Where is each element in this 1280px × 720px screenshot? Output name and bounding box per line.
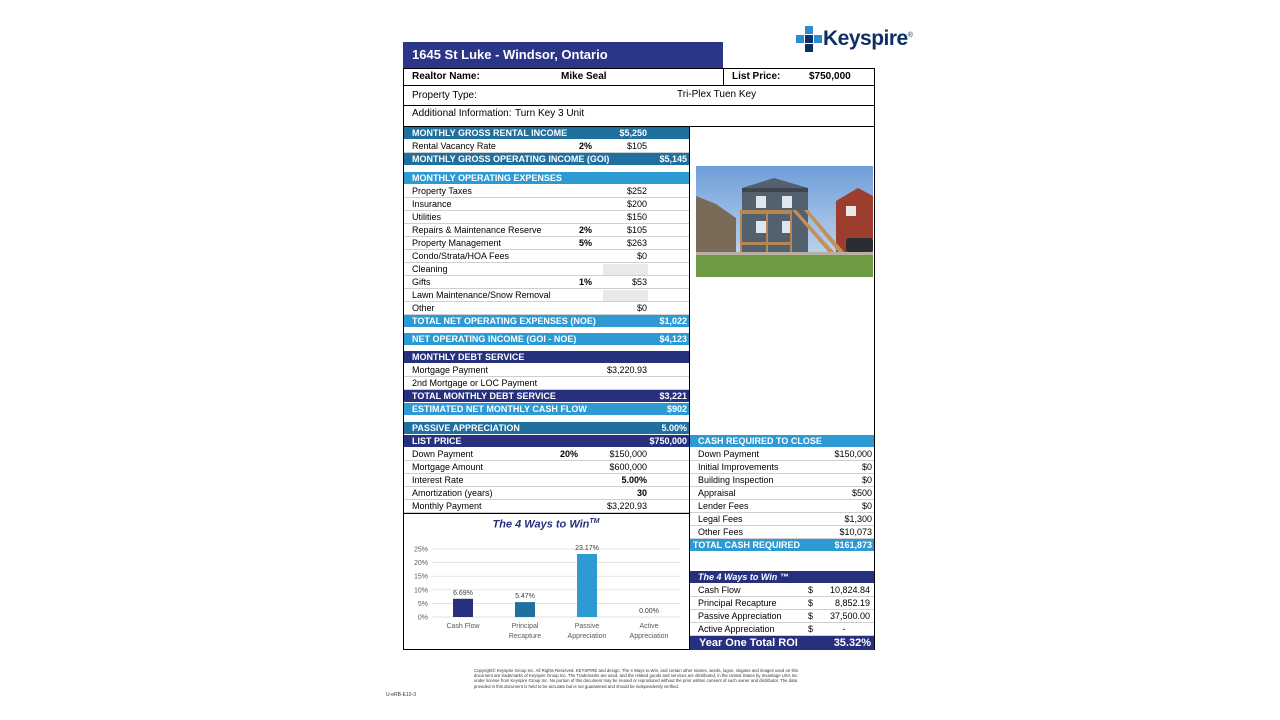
financing-label: Interest Rate [412, 475, 464, 485]
expense-label: Other [412, 303, 435, 313]
property-header-table [403, 68, 875, 127]
cash-required-row [690, 474, 874, 487]
expense-row [404, 211, 689, 224]
x-category-label: Recapture [508, 633, 542, 640]
financing-value: $3,220.93 [606, 501, 647, 511]
four-ways-value: 8,852.19 [834, 598, 870, 608]
x-category-label: Cash Flow [446, 623, 480, 630]
expense-row [404, 185, 689, 198]
expense-pct: 2% [578, 225, 592, 235]
four-ways-label: Active Appreciation [698, 624, 775, 634]
expenses-header-label: MONTHLY OPERATING EXPENSES [412, 173, 562, 183]
cash-required-row [690, 487, 874, 500]
goi-value: $5,145 [659, 154, 687, 164]
gross-rental-income-bar [404, 127, 689, 139]
expense-row [404, 276, 689, 289]
financing-row [404, 461, 689, 474]
currency-sign: $ [808, 585, 814, 595]
expense-label: Utilities [412, 212, 442, 222]
expense-row [404, 289, 689, 302]
goi-label: MONTHLY GROSS OPERATING INCOME (GOI) [412, 154, 610, 164]
four-ways-value: 10,824.84 [829, 585, 870, 595]
expense-row [404, 263, 689, 276]
expense-pct: 1% [578, 277, 592, 287]
additional-info-label: Additional Information: [412, 108, 512, 119]
x-category-label: Passive [574, 623, 600, 630]
expense-row [404, 250, 689, 263]
passive-appreciation-value: 5.00% [661, 423, 687, 433]
four-ways-row [690, 597, 874, 610]
cash-required-value: $150,000 [834, 449, 872, 459]
currency-sign: $ [808, 624, 814, 634]
financing-row [404, 448, 689, 461]
bar-data-label: 23.17% [575, 544, 599, 552]
financing-value: 30 [636, 488, 647, 498]
y-tick-label: 5% [417, 600, 428, 608]
total-cash-required-label: TOTAL CASH REQUIRED [693, 540, 801, 550]
mortgage-payment-label: Mortgage Payment [412, 365, 489, 375]
cash-required-label: Initial Improvements [698, 462, 779, 472]
list-price-label: List Price: [732, 71, 781, 82]
currency-sign: $ [808, 611, 814, 621]
roi-value: 35.32% [833, 637, 871, 649]
four-ways-header [690, 571, 874, 583]
expense-value: $263 [626, 238, 647, 248]
chart-bar [515, 602, 535, 617]
property-type-value: Tri-Plex Tuen Key [677, 89, 757, 100]
expense-label: Condo/Strata/HOA Fees [412, 251, 510, 261]
cash-flow-bar [404, 403, 689, 415]
y-tick-label: 10% [413, 587, 428, 595]
y-tick-label: 25% [413, 546, 428, 554]
document-code: U-eRB-E10-3 [386, 692, 417, 698]
expense-label: Lawn Maintenance/Snow Removal [412, 290, 551, 300]
financing-row [404, 487, 689, 500]
gross-income-value: $5,250 [619, 128, 647, 138]
cash-required-row [690, 526, 874, 539]
cash-flow-label: ESTIMATED NET MONTHLY CASH FLOW [412, 404, 587, 414]
cash-required-label: Legal Fees [698, 514, 743, 524]
bar-data-label: 0.00% [639, 608, 659, 615]
expense-value: $0 [636, 251, 647, 261]
realtor-name: Mike Seal [561, 71, 607, 82]
list-price-value: $750,000 [809, 71, 851, 82]
expense-value: $105 [626, 225, 647, 235]
financing-row [404, 474, 689, 487]
expense-row [404, 198, 689, 211]
four-ways-chart [404, 536, 688, 646]
debt-service-header [404, 351, 689, 363]
chart-title-text: The 4 Ways to Win [492, 518, 590, 531]
cash-flow-value: $902 [666, 404, 687, 414]
noe-value: $1,022 [659, 316, 687, 326]
cash-required-header [690, 435, 874, 447]
cash-required-value: $0 [861, 475, 872, 485]
noi-bar [404, 333, 689, 345]
cash-required-label: Appraisal [698, 488, 736, 498]
property-title: 1645 St Luke - Windsor, Ontario [403, 42, 723, 68]
four-ways-label: Principal Recapture [698, 598, 777, 608]
noi-value: $4,123 [659, 334, 687, 344]
expense-pct: 5% [578, 238, 592, 248]
four-ways-row [690, 610, 874, 623]
second-mortgage-label: 2nd Mortgage or LOC Payment [412, 378, 538, 388]
roi-bar [690, 636, 874, 650]
x-category-label: Active [639, 623, 659, 630]
total-debt-bar [404, 390, 689, 402]
operating-expenses-header [404, 172, 689, 184]
financing-pct: 20% [559, 449, 578, 459]
x-category-label: Appreciation [567, 633, 607, 640]
four-ways-row [690, 584, 874, 597]
roi-label: Year One Total ROI [699, 637, 798, 649]
realtor-label: Realtor Name: [412, 71, 480, 82]
expense-label: Property Taxes [412, 186, 472, 196]
cash-required-row [690, 461, 874, 474]
y-tick-label: 0% [417, 614, 428, 622]
expense-label: Gifts [412, 277, 431, 287]
bar-data-label: 5.47% [515, 593, 535, 601]
four-ways-header-label: The 4 Ways to Win ™ [698, 572, 789, 582]
total-cash-required-bar [690, 539, 874, 551]
expense-label: Cleaning [412, 264, 448, 274]
financing-header-value: $750,000 [649, 436, 687, 446]
passive-appreciation-bar [404, 422, 689, 434]
four-ways-row [690, 623, 874, 636]
financing-header-label: LIST PRICE [412, 436, 462, 446]
property-type-label: Property Type: [412, 90, 477, 101]
vacancy-label: Rental Vacancy Rate [412, 141, 496, 151]
four-ways-value: 37,500.00 [829, 611, 870, 621]
expense-row [404, 302, 689, 315]
gross-income-label: MONTHLY GROSS RENTAL INCOME [412, 128, 568, 138]
currency-sign: $ [808, 598, 814, 608]
keyspire-logo-mark-icon [796, 26, 822, 52]
cash-required-header-label: CASH REQUIRED TO CLOSE [698, 436, 822, 446]
expense-label: Insurance [412, 199, 452, 209]
property-photo [696, 166, 873, 277]
vacancy-row [404, 140, 689, 153]
financing-value: $600,000 [609, 462, 647, 472]
expense-value: $252 [626, 186, 647, 196]
total-debt-label: TOTAL MONTHLY DEBT SERVICE [412, 391, 556, 401]
passive-appreciation-label: PASSIVE APPRECIATION [412, 423, 520, 433]
cash-required-row [690, 500, 874, 513]
expense-label: Repairs & Maintenance Reserve [412, 225, 542, 235]
debt-header-label: MONTHLY DEBT SERVICE [412, 352, 525, 362]
total-cash-required-value: $161,873 [834, 540, 872, 550]
expense-row [404, 224, 689, 237]
financing-value: $150,000 [609, 449, 647, 459]
four-ways-label: Passive Appreciation [698, 611, 782, 621]
realtor-row [404, 69, 874, 86]
y-tick-label: 15% [413, 573, 428, 581]
expense-value: $200 [626, 199, 647, 209]
cash-required-row [690, 448, 874, 461]
copyright-notice: Copyright© Keyspire Group Inc. All Rights Reserved. KEYSPIRE and design, The 4 Ways to Win, and certain other names, words, logos, slogans and images used on this document are trademarks of Keyspire Group Inc. The Trademarks are used, and the related goods and services are distributed, in the United States by Invantage USA Inc. under license from Keyspire Group Inc. No portion of this document may be reused or reproduced without the prior written consent of such owner and distributor. The data provided in this document is held to be accurate but is not guaranteed and should be independently verified. [474, 668, 799, 689]
financing-label: Down Payment [412, 449, 474, 459]
expense-value: $150 [626, 212, 647, 222]
vacancy-value: $105 [626, 141, 647, 151]
chart-title [403, 518, 689, 531]
four-ways-label: Cash Flow [698, 585, 741, 595]
cash-required-label: Other Fees [698, 527, 744, 537]
four-ways-value: - [842, 624, 846, 634]
additional-info-value: Turn Key 3 Unit [515, 108, 585, 119]
bar-data-label: 6.69% [453, 589, 473, 597]
second-mortgage-row [404, 377, 689, 390]
chart-title-mark: TM [589, 518, 600, 525]
expense-row [404, 237, 689, 250]
financing-label: Monthly Payment [412, 501, 482, 511]
logo-wordmark: Keyspire® [823, 27, 913, 50]
cash-required-label: Lender Fees [698, 501, 749, 511]
cash-required-label: Building Inspection [698, 475, 774, 485]
cash-required-value: $0 [861, 501, 872, 511]
cash-required-value: $0 [861, 462, 872, 472]
cash-required-value: $10,073 [839, 527, 872, 537]
noe-label: TOTAL NET OPERATING EXPENSES (NOE) [412, 316, 596, 326]
financing-label: Mortgage Amount [412, 462, 484, 472]
total-debt-value: $3,221 [659, 391, 687, 401]
financing-label: Amortization (years) [412, 488, 493, 498]
x-category-label: Principal [511, 623, 539, 630]
empty-value-cell [603, 290, 648, 301]
goi-bar [404, 153, 689, 165]
financing-value: 5.00% [621, 475, 647, 485]
expense-label: Property Management [412, 238, 502, 248]
keyspire-logo [796, 24, 913, 54]
financing-row [404, 500, 689, 513]
vacancy-pct: 2% [578, 141, 592, 151]
total-noe-bar [404, 315, 689, 327]
chart-bar [453, 599, 473, 617]
additional-info-row [404, 106, 874, 126]
mortgage-payment-value: $3,220.93 [606, 365, 647, 375]
expense-value: $53 [631, 277, 647, 287]
x-category-label: Appreciation [629, 633, 669, 640]
y-tick-label: 20% [413, 560, 428, 568]
mortgage-payment-row [404, 364, 689, 377]
property-type-row [404, 86, 874, 106]
noi-label: NET OPERATING INCOME (GOI - NOE) [412, 334, 577, 344]
cash-required-value: $500 [851, 488, 872, 498]
chart-bar [577, 554, 597, 617]
list-price-bar [404, 435, 689, 447]
cash-required-label: Down Payment [698, 449, 760, 459]
expense-value: $0 [636, 303, 647, 313]
cash-required-value: $1,300 [844, 514, 872, 524]
empty-value-cell [603, 264, 648, 275]
cash-required-row [690, 513, 874, 526]
